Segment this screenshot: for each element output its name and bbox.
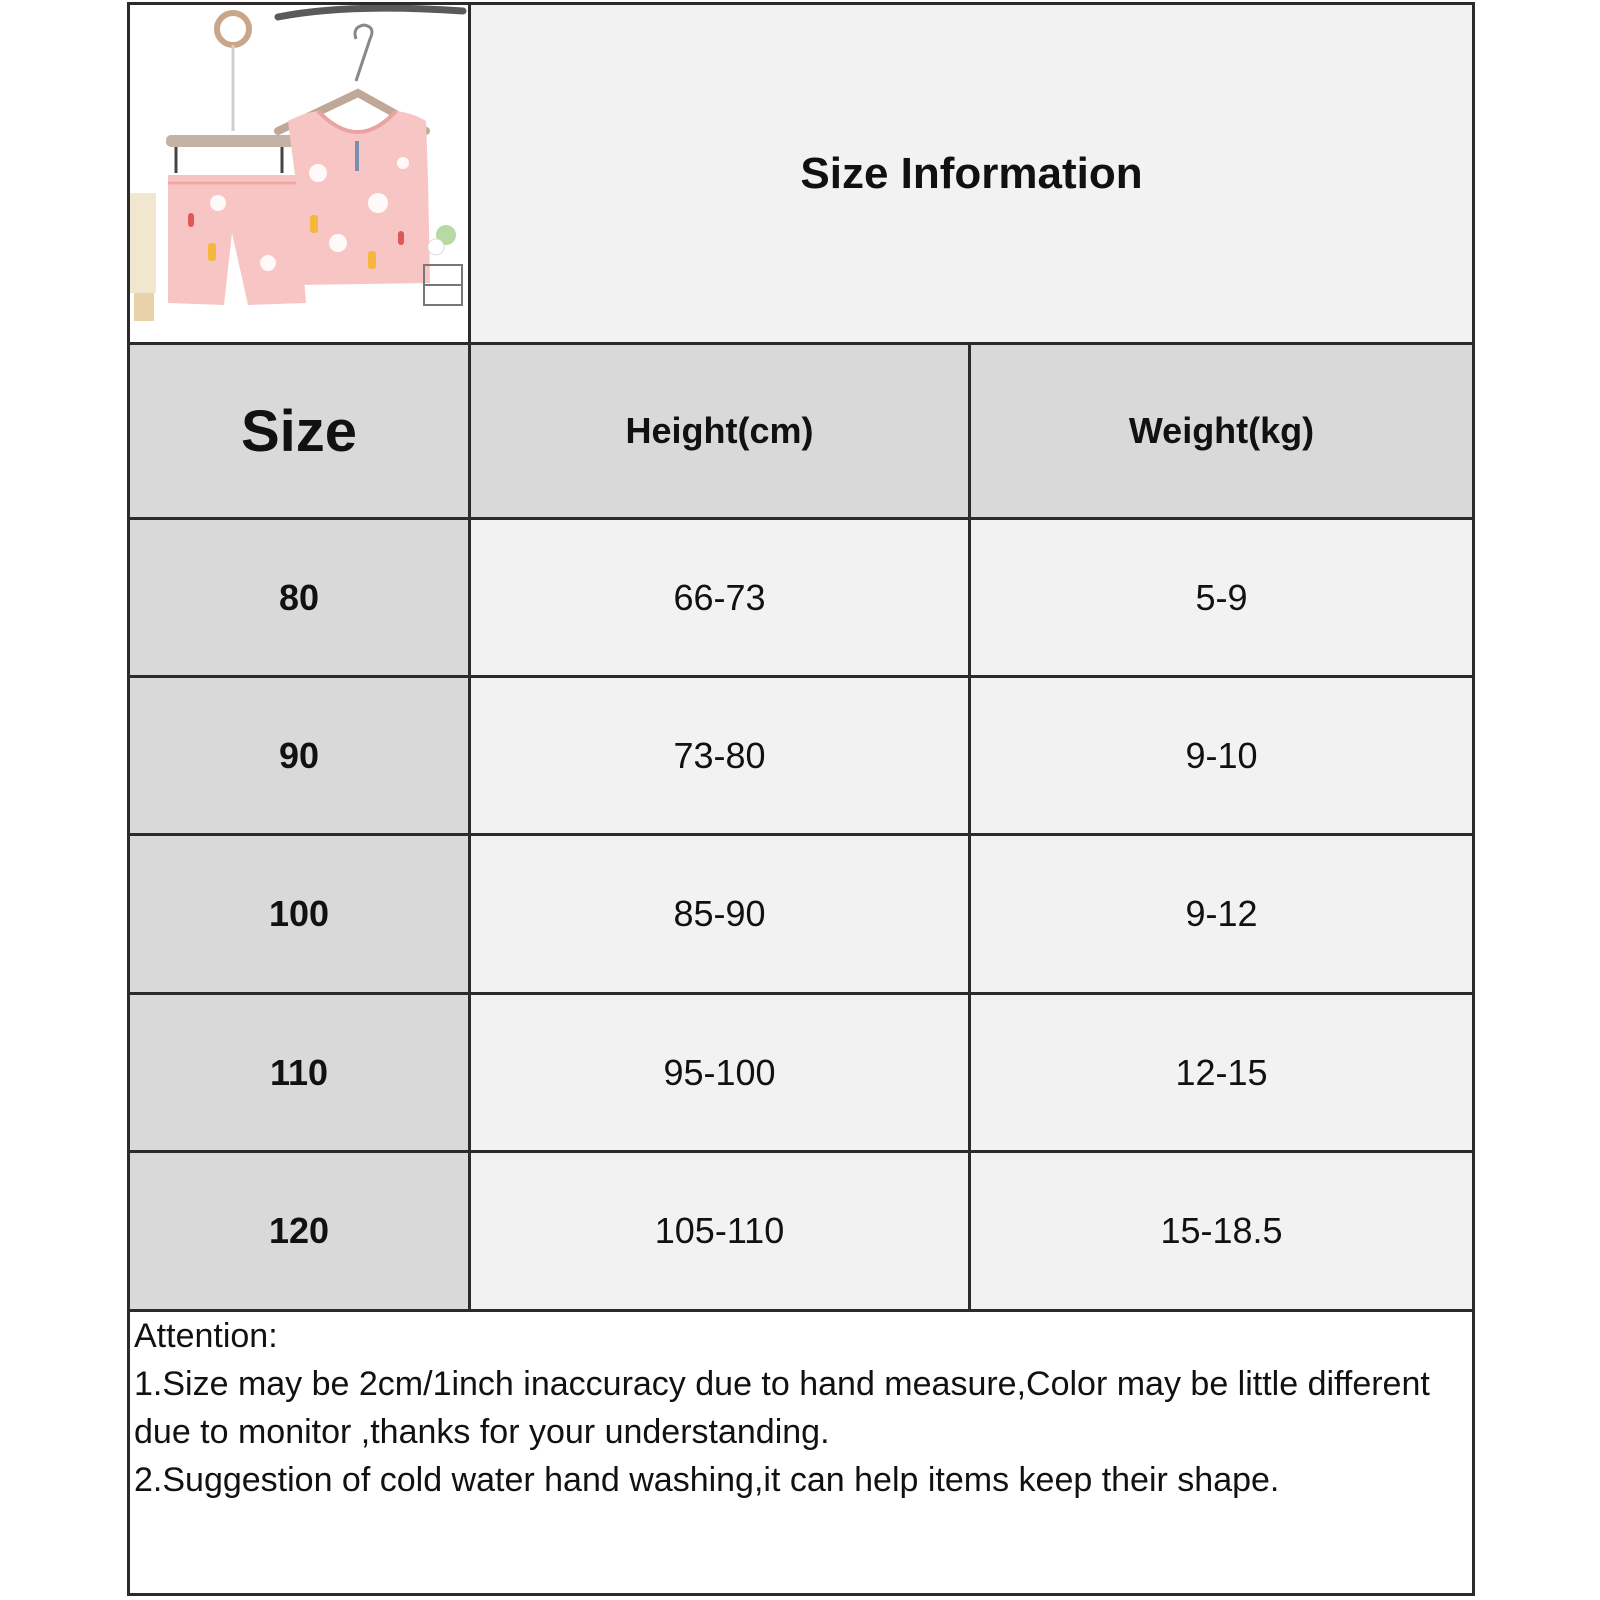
garment-illustration [128, 3, 468, 341]
size-chart [127, 2, 1475, 1596]
product-image [127, 2, 468, 342]
divider [127, 1150, 1475, 1153]
divider [127, 833, 1475, 836]
notes-heading: Attention: [134, 1317, 278, 1355]
table-row-weight: 5-9 [971, 520, 1472, 675]
table-row-weight: 9-10 [971, 678, 1472, 833]
table-row-height: 73-80 [471, 678, 968, 833]
divider [468, 2, 471, 1312]
table-row-size: 110 [130, 995, 468, 1150]
divider [127, 342, 1475, 345]
table-row-height: 95-100 [471, 995, 968, 1150]
table-row-weight: 12-15 [971, 995, 1472, 1150]
table-row-size: 120 [130, 1153, 468, 1309]
note-line-1: 1.Size may be 2cm/1inch inaccuracy due to hand measure,Color may be little different due to monitor ,thanks for your understanding. [134, 1365, 1430, 1451]
table-row-weight: 15-18.5 [971, 1153, 1472, 1309]
column-header-size: Size [130, 345, 468, 517]
note-line-2: 2.Suggestion of cold water hand washing,it can help items keep their shape. [134, 1461, 1280, 1499]
table-row-size: 100 [130, 836, 468, 992]
column-header-height: Height(cm) [471, 345, 968, 517]
table-row-weight: 9-12 [971, 836, 1472, 992]
divider [127, 675, 1475, 678]
attention-notes [134, 1312, 1464, 1504]
table-row-size: 80 [130, 520, 468, 675]
divider [968, 342, 971, 1312]
divider [127, 992, 1475, 995]
table-row-height: 85-90 [471, 836, 968, 992]
page-title: Size Information [471, 5, 1472, 342]
column-header-weight: Weight(kg) [971, 345, 1472, 517]
table-row-height: 66-73 [471, 520, 968, 675]
table-row-size: 90 [130, 678, 468, 833]
divider [127, 517, 1475, 520]
table-row-height: 105-110 [471, 1153, 968, 1309]
